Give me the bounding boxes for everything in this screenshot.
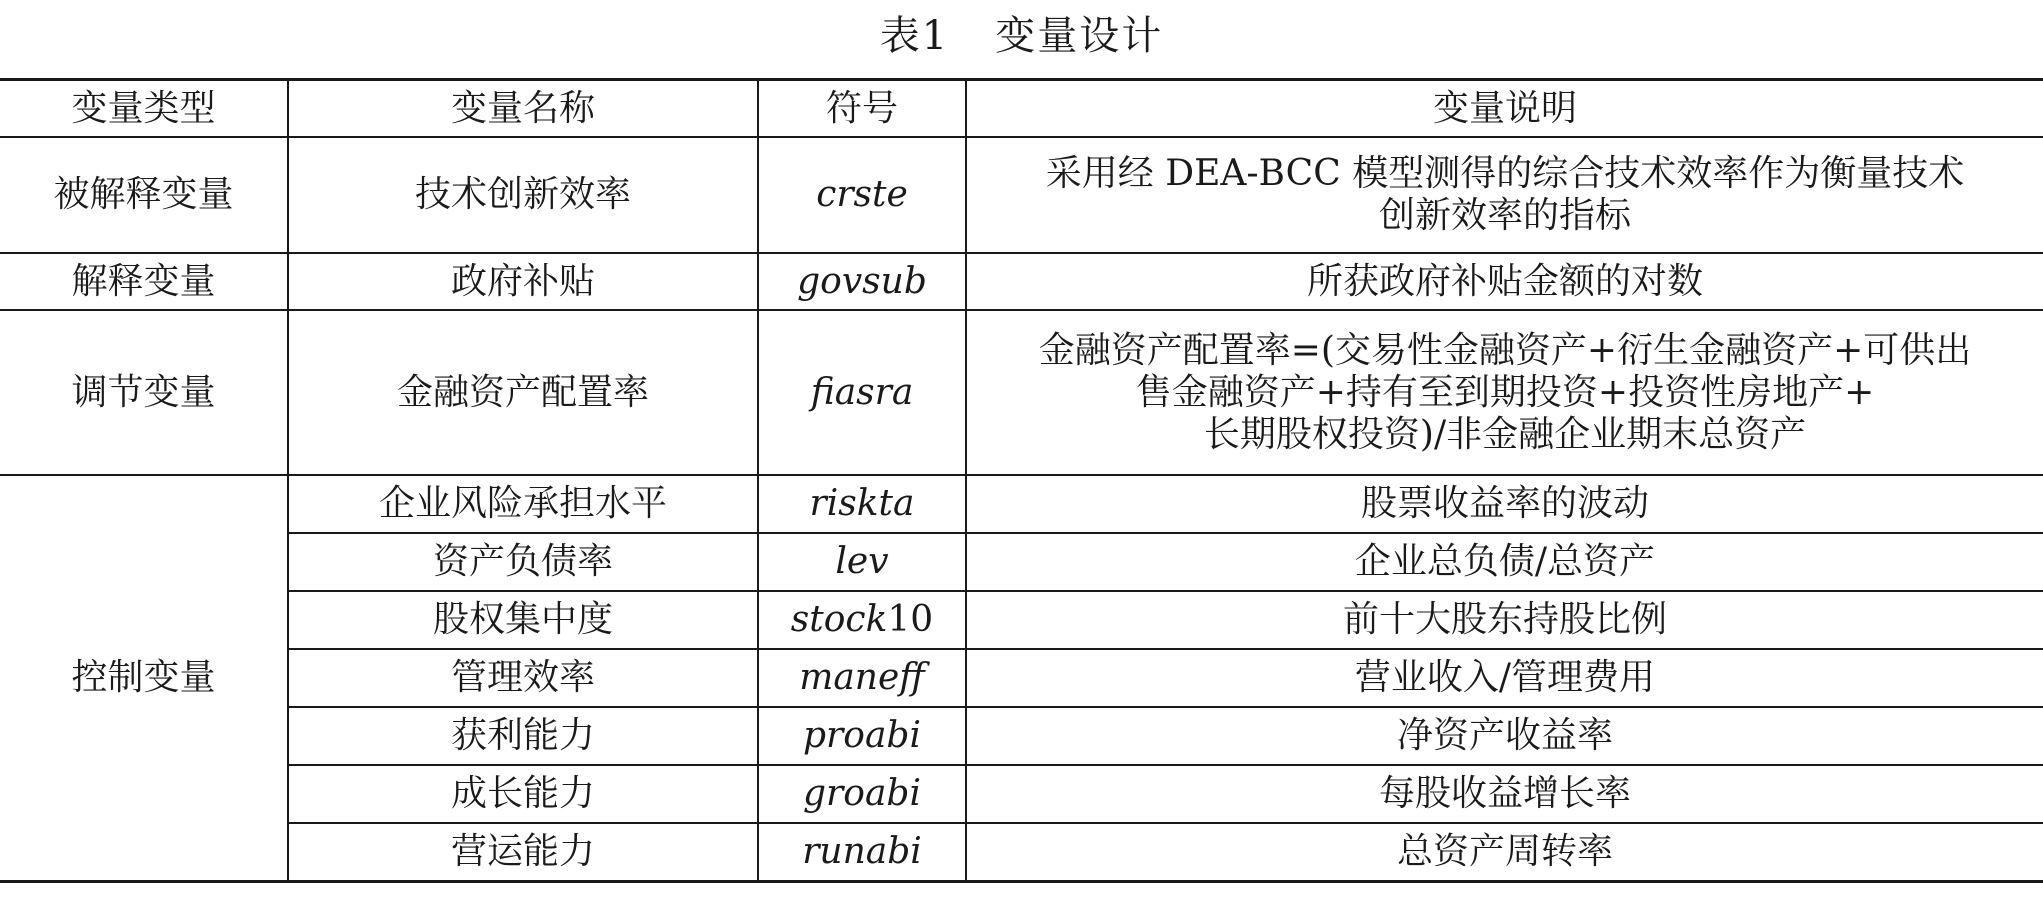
symbol-cell: groabi	[758, 765, 966, 823]
description-cell: 股票收益率的波动	[966, 475, 2043, 533]
table-caption	[0, 8, 2043, 64]
symbol-cell: maneff	[758, 649, 966, 707]
description-cell: 净资产收益率	[966, 707, 2043, 765]
table-row	[0, 591, 2043, 649]
variable-design-table	[0, 78, 2043, 883]
variable-name-cell: 管理效率	[288, 649, 758, 707]
variable-name-cell: 成长能力	[288, 765, 758, 823]
variable-name-cell: 企业风险承担水平	[288, 475, 758, 533]
variable-name-cell: 技术创新效率	[288, 137, 758, 253]
description-cell: 前十大股东持股比例	[966, 591, 2043, 649]
table-row	[0, 649, 2043, 707]
variable-name-cell: 营运能力	[288, 823, 758, 881]
symbol-cell: proabi	[758, 707, 966, 765]
description-cell: 企业总负债/总资产	[966, 533, 2043, 591]
description-cell: 总资产周转率	[966, 823, 2043, 881]
table-row	[0, 475, 2043, 533]
description-line: 采用经 DEA-BCC 模型测得的综合技术效率作为衡量技术	[1045, 153, 1965, 194]
description-cell	[966, 137, 2043, 253]
symbol-text: stock	[790, 599, 888, 640]
table-title: 变量设计	[995, 13, 1164, 59]
symbol-cell	[758, 591, 966, 649]
variable-type-cell: 解释变量	[0, 253, 288, 310]
header-symbol: 符号	[758, 80, 966, 138]
symbol-cell: crste	[758, 137, 966, 253]
symbol-cell: riskta	[758, 475, 966, 533]
table-row	[0, 310, 2043, 475]
description-cell: 每股收益增长率	[966, 765, 2043, 823]
variable-name-cell: 政府补贴	[288, 253, 758, 310]
variable-name-cell: 金融资产配置率	[288, 310, 758, 475]
symbol-suffix: 10	[887, 599, 934, 640]
description-line: 长期股权投资)/非金融企业期末总资产	[1203, 413, 1807, 455]
description-cell	[966, 310, 2043, 475]
table-row	[0, 533, 2043, 591]
symbol-cell: lev	[758, 533, 966, 591]
variable-type-cell: 被解释变量	[0, 137, 288, 253]
table-row	[0, 707, 2043, 765]
variable-name-cell: 股权集中度	[288, 591, 758, 649]
description-line: 售金融资产+持有至到期投资+投资性房地产+	[1135, 371, 1875, 413]
symbol-cell: govsub	[758, 253, 966, 310]
variable-name-cell: 资产负债率	[288, 533, 758, 591]
description-cell: 营业收入/管理费用	[966, 649, 2043, 707]
header-row	[0, 80, 2043, 138]
variable-type-cell: 控制变量	[0, 475, 288, 881]
header-variable-type: 变量类型	[0, 80, 288, 138]
table-row	[0, 823, 2043, 881]
variable-name-cell: 获利能力	[288, 707, 758, 765]
table-row	[0, 137, 2043, 253]
header-variable-name: 变量名称	[288, 80, 758, 138]
symbol-cell: fiasra	[758, 310, 966, 475]
description-cell: 所获政府补贴金额的对数	[966, 253, 2043, 310]
table-row	[0, 765, 2043, 823]
symbol-cell: runabi	[758, 823, 966, 881]
description-line: 金融资产配置率=(交易性金融资产+衍生金融资产+可供出	[1038, 329, 1972, 371]
description-line: 创新效率的指标	[1378, 195, 1631, 236]
variable-type-cell: 调节变量	[0, 310, 288, 475]
table-row	[0, 253, 2043, 310]
header-variable-description: 变量说明	[966, 80, 2043, 138]
table-number: 表1	[879, 13, 950, 59]
